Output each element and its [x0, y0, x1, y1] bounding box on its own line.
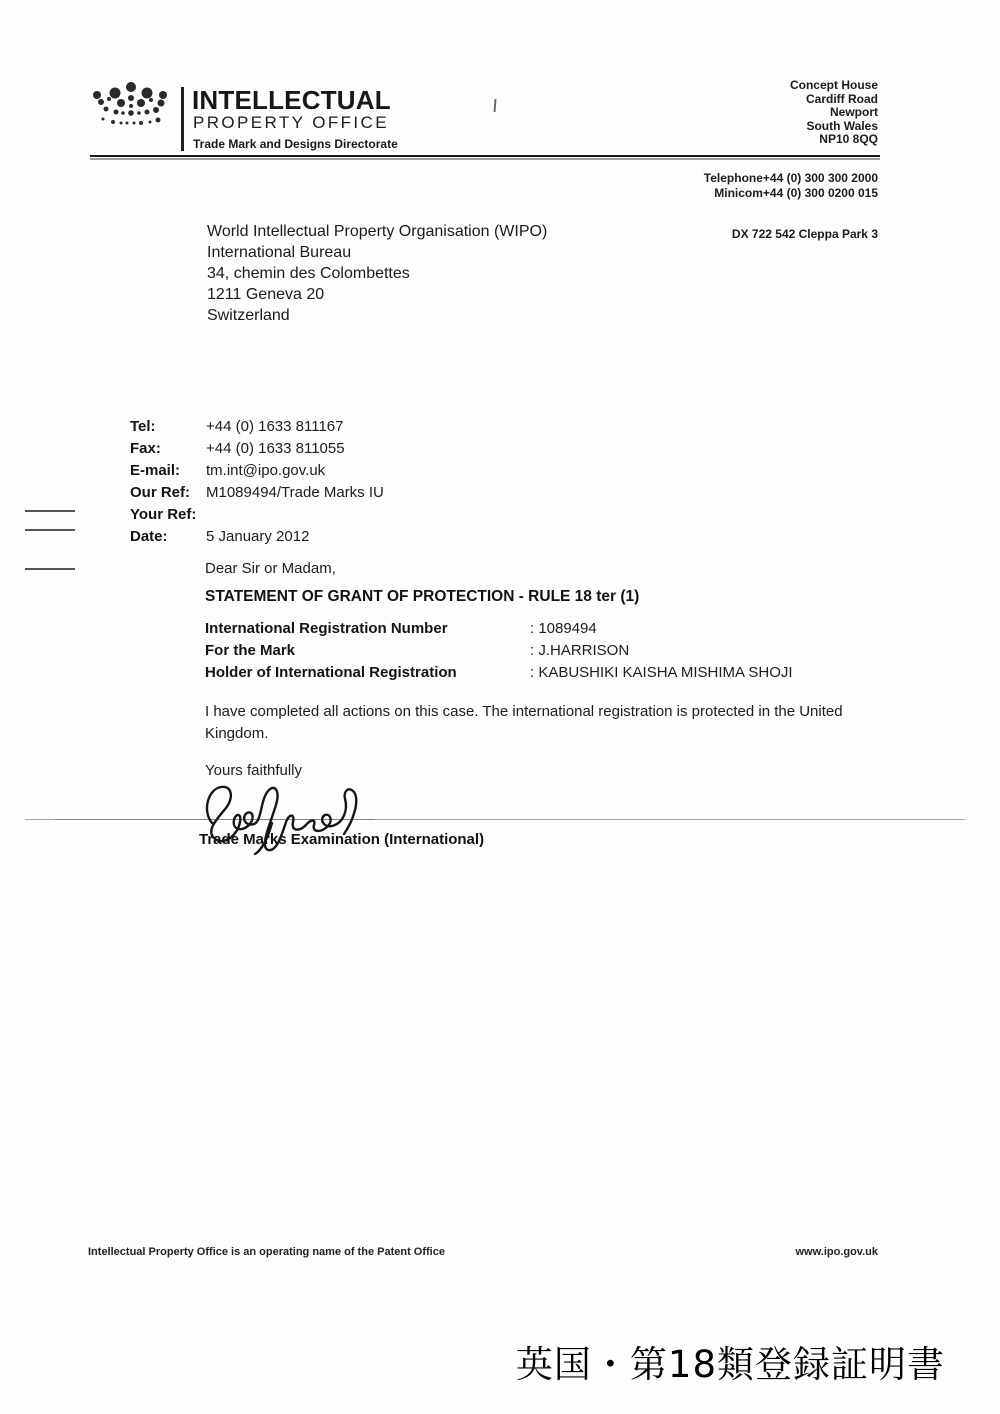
scan-fold-mark — [25, 510, 75, 512]
detail-label: Holder of International Registration — [205, 664, 457, 681]
contact-value: 5 January 2012 — [206, 528, 310, 545]
recipient-line: 34, chemin des Colombettes — [207, 265, 410, 282]
signature-icon — [198, 781, 394, 857]
address-line: South Wales — [806, 118, 878, 133]
contact-label: Our Ref: — [130, 484, 190, 501]
body-paragraph: I have completed all actions on this case. The international registration is protected in the United Kingdom. — [205, 703, 843, 742]
recipient-line: 1211 Geneva 20 — [207, 286, 325, 303]
org-subname: PROPERTY OFFICE — [193, 113, 389, 132]
detail-row — [205, 662, 793, 684]
scan-artifact-mark — [494, 99, 497, 112]
closing-line: Yours faithfully — [205, 762, 303, 779]
telephone-line: Telephone+44 (0) 300 300 2000 — [703, 171, 878, 185]
detail-label: International Registration Number — [205, 620, 448, 637]
contact-label: E-mail: — [130, 462, 181, 479]
address-line: Newport — [830, 105, 878, 119]
phone-lines — [704, 171, 878, 200]
signer-name: Trade Marks Examination (International) — [199, 831, 485, 848]
detail-row — [205, 618, 793, 640]
contact-value: M1089494/Trade Marks IU — [206, 484, 384, 501]
logo-divider-bar — [181, 87, 184, 151]
contact-row — [130, 482, 384, 504]
contact-row — [130, 438, 384, 460]
contact-label: Date: — [130, 528, 168, 545]
scan-fold-mark — [25, 568, 75, 570]
contact-row — [130, 416, 384, 438]
contact-row — [130, 460, 384, 482]
registration-details — [205, 618, 793, 684]
detail-value: : 1089494 — [530, 620, 597, 637]
contact-label: Your Ref: — [130, 506, 197, 523]
detail-label: For the Mark — [205, 642, 296, 659]
contact-label: Fax: — [130, 440, 161, 457]
contact-row — [130, 526, 384, 548]
contact-value: +44 (0) 1633 811167 — [206, 418, 344, 435]
address-line: NP10 8QQ — [819, 132, 878, 146]
contact-row — [130, 504, 384, 526]
footer-url: www.ipo.gov.uk — [795, 1246, 878, 1258]
org-name: INTELLECTUAL — [192, 85, 391, 115]
subject-heading: STATEMENT OF GRANT OF PROTECTION - RULE 18 ter (1) — [205, 588, 640, 605]
footer-note: Intellectual Property Office is an operating name of the Patent Office — [88, 1246, 445, 1258]
minicom-line: Minicom+44 (0) 300 0200 015 — [714, 185, 878, 200]
jp-caption: 英国・第18類登録証明書 — [515, 1343, 945, 1386]
recipient-line: World Intellectual Property Organisation (WIPO) — [207, 223, 548, 240]
address-line: Concept House — [789, 78, 878, 92]
contact-value: +44 (0) 1633 811055 — [206, 440, 345, 457]
dx-number: DX 722 542 Cleppa Park 3 — [731, 227, 878, 241]
address-line: Cardiff Road — [806, 91, 878, 106]
recipient-address — [207, 221, 547, 326]
contact-value: tm.int@ipo.gov.uk — [206, 462, 326, 479]
recipient-line: Switzerland — [207, 307, 290, 324]
detail-row — [205, 640, 793, 662]
salutation: Dear Sir or Madam, — [205, 560, 336, 577]
detail-value: : J.HARRISON — [530, 642, 630, 659]
head-office-address — [790, 79, 878, 147]
scan-fold-mark — [25, 529, 75, 531]
recipient-line: International Bureau — [207, 244, 352, 261]
detail-value: : KABUSHIKI KAISHA MISHIMA SHOJI — [530, 664, 793, 681]
contact-label: Tel: — [130, 418, 156, 435]
letterhead-rule — [90, 155, 880, 157]
directorate-label: Trade Mark and Designs Directorate — [193, 137, 398, 151]
contact-block — [130, 416, 384, 548]
ipo-crown-dots-icon — [88, 80, 178, 140]
